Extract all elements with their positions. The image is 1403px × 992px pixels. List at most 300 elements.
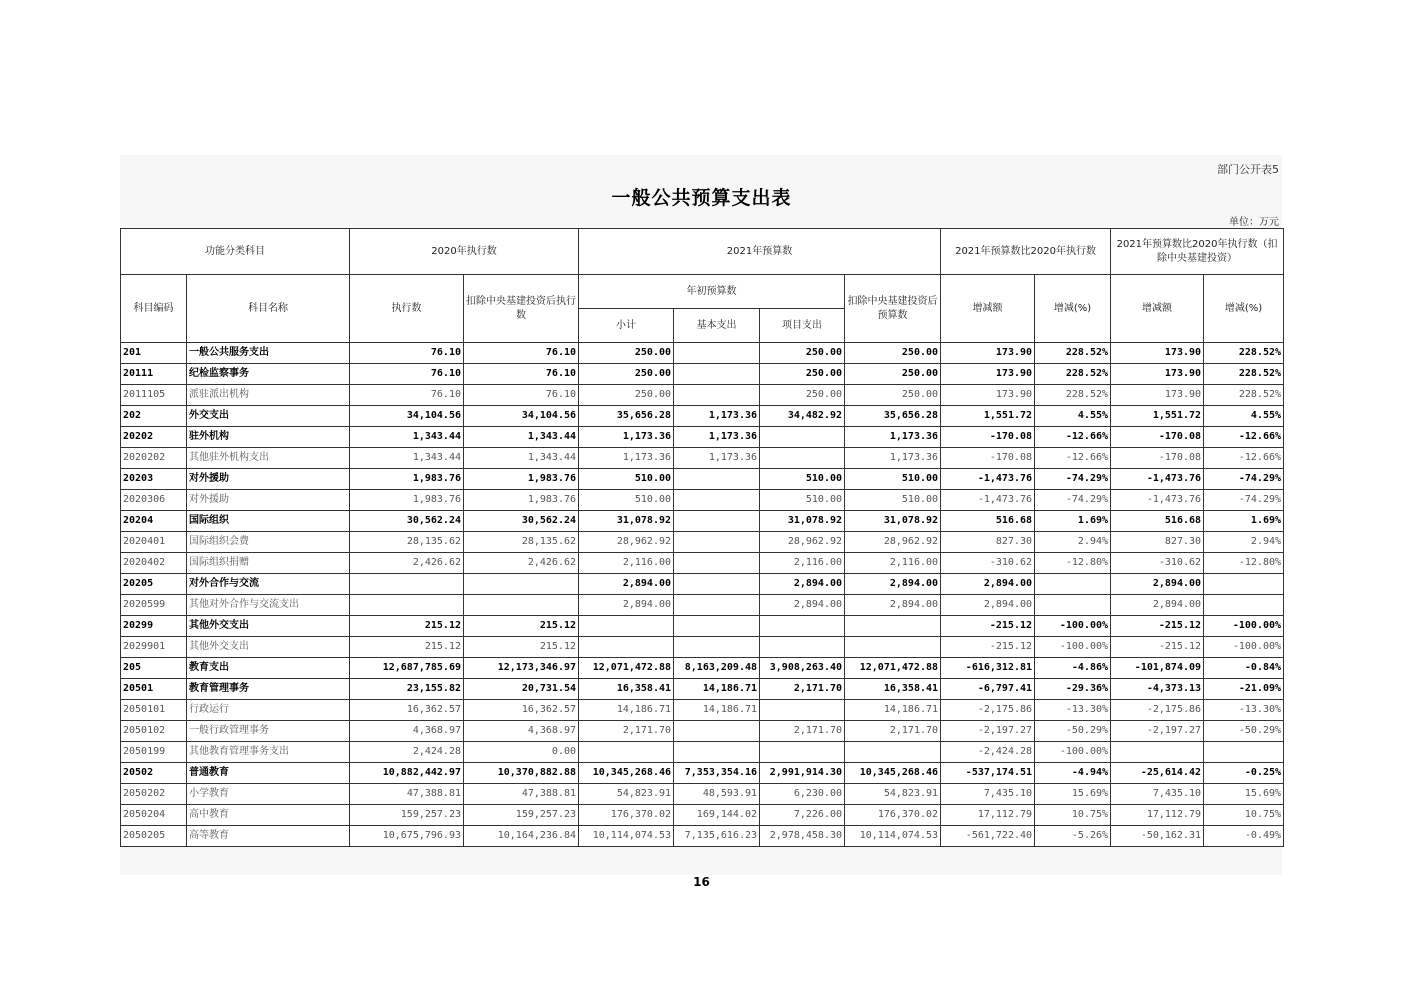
cell-delta-2: -1,473.76 [1111, 469, 1204, 490]
cell-delta-2: -215.12 [1111, 616, 1204, 637]
cell-code: 2011105 [121, 385, 187, 406]
cell-basic [674, 385, 760, 406]
cell-project: 2,978,458.30 [760, 826, 845, 847]
cell-name: 其他对外合作与交流支出 [187, 595, 350, 616]
cell-exec: 1,343.44 [350, 427, 464, 448]
cell-code: 2050204 [121, 805, 187, 826]
cell-exec [350, 595, 464, 616]
cell-exec: 23,155.82 [350, 679, 464, 700]
cell-exec: 10,882,442.97 [350, 763, 464, 784]
cell-budget-excl: 250.00 [845, 364, 941, 385]
table-row [121, 826, 1284, 847]
cell-delta-2: 173.90 [1111, 385, 1204, 406]
cell-subtotal: 10,114,074.53 [579, 826, 674, 847]
cell-name: 高等教育 [187, 826, 350, 847]
table-row [121, 784, 1284, 805]
cell-delta-2: 7,435.10 [1111, 784, 1204, 805]
cell-name: 其他教育管理事务支出 [187, 742, 350, 763]
header-cmp-excl: 2021年预算数比2020年执行数（扣除中央基建投资） [1111, 229, 1284, 275]
cell-pct-2 [1204, 574, 1284, 595]
cell-budget-excl: 54,823.91 [845, 784, 941, 805]
cell-name: 普通教育 [187, 763, 350, 784]
cell-pct-1: -12.66% [1035, 427, 1111, 448]
cell-pct-2: 228.52% [1204, 385, 1284, 406]
cell-basic: 14,186.71 [674, 679, 760, 700]
cell-budget-excl: 510.00 [845, 490, 941, 511]
cell-pct-2: 228.52% [1204, 343, 1284, 364]
cell-budget-excl: 2,116.00 [845, 553, 941, 574]
table-row [121, 469, 1284, 490]
header-exec-2020: 2020年执行数 [350, 229, 579, 275]
cell-exec-excl: 159,257.23 [464, 805, 579, 826]
cell-name: 一般公共服务支出 [187, 343, 350, 364]
cell-exec: 1,983.76 [350, 469, 464, 490]
table-row [121, 427, 1284, 448]
cell-name: 驻外机构 [187, 427, 350, 448]
table-row [121, 364, 1284, 385]
table-row [121, 385, 1284, 406]
cell-pct-1: 15.69% [1035, 784, 1111, 805]
cell-subtotal [579, 616, 674, 637]
cell-pct-1: 10.75% [1035, 805, 1111, 826]
cell-project: 2,894.00 [760, 595, 845, 616]
cell-exec-excl: 76.10 [464, 364, 579, 385]
cell-budget-excl: 31,078.92 [845, 511, 941, 532]
cell-exec: 76.10 [350, 385, 464, 406]
cell-exec: 10,675,796.93 [350, 826, 464, 847]
header-subtotal: 小计 [579, 309, 674, 343]
cell-exec-excl: 2,426.62 [464, 553, 579, 574]
header-budget-excl: 扣除中央基建投资后预算数 [845, 275, 941, 343]
cell-delta-1: -561,722.40 [941, 826, 1035, 847]
cell-exec-excl: 30,562.24 [464, 511, 579, 532]
cell-pct-1: -4.86% [1035, 658, 1111, 679]
cell-pct-2 [1204, 742, 1284, 763]
cell-code: 2020401 [121, 532, 187, 553]
cell-name: 派驻派出机构 [187, 385, 350, 406]
header-cmp-2021-2020: 2021年预算数比2020年执行数 [941, 229, 1111, 275]
table-row [121, 343, 1284, 364]
table-row [121, 700, 1284, 721]
cell-basic [674, 616, 760, 637]
cell-subtotal: 250.00 [579, 364, 674, 385]
cell-name: 其他外交支出 [187, 616, 350, 637]
cell-exec: 28,135.62 [350, 532, 464, 553]
cell-project: 34,482.92 [760, 406, 845, 427]
cell-exec: 215.12 [350, 637, 464, 658]
cell-exec: 4,368.97 [350, 721, 464, 742]
cell-delta-1: -2,175.86 [941, 700, 1035, 721]
cell-exec-excl: 4,368.97 [464, 721, 579, 742]
cell-project: 3,908,263.40 [760, 658, 845, 679]
cell-exec: 30,562.24 [350, 511, 464, 532]
cell-project: 2,894.00 [760, 574, 845, 595]
cell-name: 外交支出 [187, 406, 350, 427]
cell-subtotal: 2,894.00 [579, 595, 674, 616]
cell-code: 2050102 [121, 721, 187, 742]
cell-name: 教育支出 [187, 658, 350, 679]
cell-exec [350, 574, 464, 595]
cell-project: 2,991,914.30 [760, 763, 845, 784]
cell-pct-1: 1.69% [1035, 511, 1111, 532]
cell-budget-excl: 510.00 [845, 469, 941, 490]
cell-code: 20204 [121, 511, 187, 532]
cell-exec-excl: 76.10 [464, 343, 579, 364]
cell-code: 2050101 [121, 700, 187, 721]
cell-basic: 48,593.91 [674, 784, 760, 805]
cell-delta-1: -1,473.76 [941, 490, 1035, 511]
cell-pct-2: -74.29% [1204, 469, 1284, 490]
cell-pct-1: -29.36% [1035, 679, 1111, 700]
table-row [121, 616, 1284, 637]
cell-exec: 159,257.23 [350, 805, 464, 826]
cell-project: 250.00 [760, 364, 845, 385]
cell-delta-1: -537,174.51 [941, 763, 1035, 784]
cell-basic [674, 343, 760, 364]
cell-pct-1: -13.30% [1035, 700, 1111, 721]
cell-basic: 8,163,209.48 [674, 658, 760, 679]
cell-exec: 1,343.44 [350, 448, 464, 469]
cell-delta-1: -215.12 [941, 616, 1035, 637]
cell-pct-1: 2.94% [1035, 532, 1111, 553]
cell-exec-excl: 0.00 [464, 742, 579, 763]
header-name: 科目名称 [187, 275, 350, 343]
cell-subtotal: 1,173.36 [579, 448, 674, 469]
table-body [121, 343, 1284, 847]
cell-name: 其他外交支出 [187, 637, 350, 658]
cell-exec-excl: 34,104.56 [464, 406, 579, 427]
cell-pct-2: -50.29% [1204, 721, 1284, 742]
cell-name: 行政运行 [187, 700, 350, 721]
cell-code: 2029901 [121, 637, 187, 658]
cell-delta-1: -616,312.81 [941, 658, 1035, 679]
cell-exec: 1,983.76 [350, 490, 464, 511]
cell-exec: 34,104.56 [350, 406, 464, 427]
cell-project: 250.00 [760, 343, 845, 364]
cell-basic [674, 742, 760, 763]
cell-exec: 2,426.62 [350, 553, 464, 574]
cell-exec: 12,687,785.69 [350, 658, 464, 679]
cell-project: 7,226.00 [760, 805, 845, 826]
cell-budget-excl: 28,962.92 [845, 532, 941, 553]
table-row [121, 553, 1284, 574]
table-row [121, 742, 1284, 763]
cell-delta-1: -170.08 [941, 427, 1035, 448]
cell-subtotal: 250.00 [579, 343, 674, 364]
table-row [121, 595, 1284, 616]
cell-delta-1: 173.90 [941, 364, 1035, 385]
cell-basic [674, 511, 760, 532]
cell-delta-1: 17,112.79 [941, 805, 1035, 826]
cell-delta-1: -1,473.76 [941, 469, 1035, 490]
cell-pct-1: -100.00% [1035, 616, 1111, 637]
cell-project: 250.00 [760, 385, 845, 406]
cell-delta-2: -310.62 [1111, 553, 1204, 574]
cell-pct-1: -100.00% [1035, 637, 1111, 658]
cell-delta-1: 7,435.10 [941, 784, 1035, 805]
cell-subtotal: 16,358.41 [579, 679, 674, 700]
cell-delta-2: 17,112.79 [1111, 805, 1204, 826]
cell-delta-2: 2,894.00 [1111, 595, 1204, 616]
cell-exec-excl: 28,135.62 [464, 532, 579, 553]
cell-basic [674, 364, 760, 385]
cell-delta-2: -170.08 [1111, 427, 1204, 448]
cell-name: 国际组织 [187, 511, 350, 532]
cell-delta-2: 2,894.00 [1111, 574, 1204, 595]
cell-pct-2: -13.30% [1204, 700, 1284, 721]
cell-delta-1: -170.08 [941, 448, 1035, 469]
header-exec: 执行数 [350, 275, 464, 343]
cell-pct-1: -100.00% [1035, 742, 1111, 763]
table-row [121, 679, 1284, 700]
cell-name: 对外援助 [187, 490, 350, 511]
cell-code: 205 [121, 658, 187, 679]
cell-pct-1: -74.29% [1035, 469, 1111, 490]
cell-code: 20203 [121, 469, 187, 490]
cell-subtotal: 1,173.36 [579, 427, 674, 448]
header-pct-2: 增减(%) [1204, 275, 1284, 343]
cell-code: 20205 [121, 574, 187, 595]
cell-delta-2 [1111, 742, 1204, 763]
table-row [121, 406, 1284, 427]
cell-project: 2,116.00 [760, 553, 845, 574]
cell-delta-1: 2,894.00 [941, 574, 1035, 595]
cell-budget-excl: 1,173.36 [845, 448, 941, 469]
cell-subtotal [579, 637, 674, 658]
cell-code: 20501 [121, 679, 187, 700]
cell-pct-1: 228.52% [1035, 343, 1111, 364]
header-func-class: 功能分类科目 [121, 229, 350, 275]
cell-pct-2: -0.49% [1204, 826, 1284, 847]
cell-basic [674, 721, 760, 742]
cell-budget-excl: 2,171.70 [845, 721, 941, 742]
cell-name: 高中教育 [187, 805, 350, 826]
cell-delta-2: -215.12 [1111, 637, 1204, 658]
table-row [121, 490, 1284, 511]
cell-basic [674, 553, 760, 574]
cell-pct-2: 10.75% [1204, 805, 1284, 826]
cell-budget-excl: 250.00 [845, 385, 941, 406]
cell-pct-2: -0.84% [1204, 658, 1284, 679]
cell-basic: 7,135,616.23 [674, 826, 760, 847]
header-pct-1: 增减(%) [1035, 275, 1111, 343]
cell-exec-excl: 1,343.44 [464, 427, 579, 448]
form-code: 部门公开表5 [1217, 163, 1279, 176]
cell-budget-excl: 1,173.36 [845, 427, 941, 448]
cell-exec: 47,388.81 [350, 784, 464, 805]
cell-project [760, 700, 845, 721]
cell-project: 2,171.70 [760, 679, 845, 700]
cell-delta-1: -6,797.41 [941, 679, 1035, 700]
table-row [121, 658, 1284, 679]
cell-delta-1: -310.62 [941, 553, 1035, 574]
cell-pct-2: 1.69% [1204, 511, 1284, 532]
cell-basic [674, 469, 760, 490]
cell-exec: 16,362.57 [350, 700, 464, 721]
page-number: 16 [693, 875, 710, 889]
cell-code: 2020202 [121, 448, 187, 469]
cell-delta-1: 1,551.72 [941, 406, 1035, 427]
cell-name: 其他驻外机构支出 [187, 448, 350, 469]
cell-code: 20111 [121, 364, 187, 385]
table-row [121, 448, 1284, 469]
cell-pct-2: -12.66% [1204, 448, 1284, 469]
cell-project: 2,171.70 [760, 721, 845, 742]
cell-project [760, 427, 845, 448]
cell-delta-1: -2,197.27 [941, 721, 1035, 742]
cell-code: 2020306 [121, 490, 187, 511]
cell-basic: 1,173.36 [674, 448, 760, 469]
cell-delta-2: -25,614.42 [1111, 763, 1204, 784]
cell-project: 28,962.92 [760, 532, 845, 553]
cell-basic: 1,173.36 [674, 406, 760, 427]
cell-pct-2: 4.55% [1204, 406, 1284, 427]
header-exec-excl: 扣除中央基建投资后执行数 [464, 275, 579, 343]
cell-subtotal: 12,071,472.88 [579, 658, 674, 679]
cell-exec: 215.12 [350, 616, 464, 637]
cell-basic [674, 532, 760, 553]
cell-pct-2: -12.80% [1204, 553, 1284, 574]
cell-delta-1: -215.12 [941, 637, 1035, 658]
cell-subtotal: 510.00 [579, 490, 674, 511]
cell-basic [674, 490, 760, 511]
header-project: 项目支出 [760, 309, 845, 343]
cell-code: 202 [121, 406, 187, 427]
header-basic: 基本支出 [674, 309, 760, 343]
cell-code: 2050205 [121, 826, 187, 847]
cell-project [760, 616, 845, 637]
cell-pct-2: -0.25% [1204, 763, 1284, 784]
cell-name: 对外合作与交流 [187, 574, 350, 595]
cell-pct-1: -74.29% [1035, 490, 1111, 511]
cell-delta-2: -101,874.09 [1111, 658, 1204, 679]
cell-delta-2: -4,373.13 [1111, 679, 1204, 700]
cell-exec-excl: 1,343.44 [464, 448, 579, 469]
header-initial-budget: 年初预算数 [579, 275, 845, 309]
cell-delta-2: 827.30 [1111, 532, 1204, 553]
cell-subtotal: 31,078.92 [579, 511, 674, 532]
cell-delta-2: 173.90 [1111, 364, 1204, 385]
cell-pct-2: 15.69% [1204, 784, 1284, 805]
cell-subtotal [579, 742, 674, 763]
cell-exec-excl [464, 574, 579, 595]
cell-budget-excl: 176,370.02 [845, 805, 941, 826]
cell-delta-1: 2,894.00 [941, 595, 1035, 616]
cell-exec-excl: 20,731.54 [464, 679, 579, 700]
cell-delta-2: -170.08 [1111, 448, 1204, 469]
cell-budget-excl: 12,071,472.88 [845, 658, 941, 679]
cell-delta-2: 516.68 [1111, 511, 1204, 532]
cell-pct-1: 228.52% [1035, 364, 1111, 385]
table-row [121, 805, 1284, 826]
cell-pct-1: 4.55% [1035, 406, 1111, 427]
cell-delta-2: 173.90 [1111, 343, 1204, 364]
cell-basic [674, 574, 760, 595]
cell-subtotal: 2,116.00 [579, 553, 674, 574]
header-budget-2021: 2021年预算数 [579, 229, 941, 275]
cell-code: 2050202 [121, 784, 187, 805]
document-title: 一般公共预算支出表 [611, 187, 792, 209]
cell-code: 2020402 [121, 553, 187, 574]
cell-basic: 1,173.36 [674, 427, 760, 448]
cell-delta-1: 516.68 [941, 511, 1035, 532]
cell-exec: 76.10 [350, 364, 464, 385]
cell-exec: 2,424.28 [350, 742, 464, 763]
cell-pct-1 [1035, 574, 1111, 595]
cell-exec-excl: 215.12 [464, 637, 579, 658]
cell-project: 31,078.92 [760, 511, 845, 532]
cell-subtotal: 35,656.28 [579, 406, 674, 427]
cell-pct-2: 228.52% [1204, 364, 1284, 385]
cell-pct-2: -100.00% [1204, 616, 1284, 637]
cell-pct-2: -100.00% [1204, 637, 1284, 658]
cell-basic [674, 637, 760, 658]
cell-delta-1: 173.90 [941, 343, 1035, 364]
cell-delta-2: -50,162.31 [1111, 826, 1204, 847]
table-row [121, 763, 1284, 784]
cell-delta-1: -2,424.28 [941, 742, 1035, 763]
cell-subtotal: 510.00 [579, 469, 674, 490]
cell-subtotal: 14,186.71 [579, 700, 674, 721]
cell-delta-2: -2,175.86 [1111, 700, 1204, 721]
cell-project [760, 742, 845, 763]
cell-code: 20202 [121, 427, 187, 448]
cell-pct-1: 228.52% [1035, 385, 1111, 406]
cell-pct-2 [1204, 595, 1284, 616]
cell-subtotal: 2,171.70 [579, 721, 674, 742]
table-row [121, 532, 1284, 553]
cell-delta-2: 1,551.72 [1111, 406, 1204, 427]
cell-budget-excl: 2,894.00 [845, 595, 941, 616]
unit-label: 单位：万元 [1229, 217, 1279, 228]
cell-basic: 14,186.71 [674, 700, 760, 721]
cell-subtotal: 28,962.92 [579, 532, 674, 553]
cell-pct-1: -50.29% [1035, 721, 1111, 742]
cell-budget-excl [845, 742, 941, 763]
cell-exec-excl: 76.10 [464, 385, 579, 406]
cell-exec: 76.10 [350, 343, 464, 364]
cell-project [760, 448, 845, 469]
cell-project [760, 637, 845, 658]
cell-name: 教育管理事务 [187, 679, 350, 700]
cell-exec-excl: 1,983.76 [464, 469, 579, 490]
cell-budget-excl: 10,345,268.46 [845, 763, 941, 784]
table-row [121, 721, 1284, 742]
cell-project: 510.00 [760, 490, 845, 511]
cell-pct-2: -12.66% [1204, 427, 1284, 448]
cell-code: 20502 [121, 763, 187, 784]
cell-exec-excl: 16,362.57 [464, 700, 579, 721]
cell-code: 2050199 [121, 742, 187, 763]
cell-delta-1: 173.90 [941, 385, 1035, 406]
table-row [121, 511, 1284, 532]
table-row [121, 637, 1284, 658]
cell-budget-excl [845, 616, 941, 637]
cell-code: 20299 [121, 616, 187, 637]
cell-basic [674, 595, 760, 616]
cell-exec-excl: 215.12 [464, 616, 579, 637]
cell-name: 纪检监察事务 [187, 364, 350, 385]
cell-subtotal: 10,345,268.46 [579, 763, 674, 784]
cell-subtotal: 2,894.00 [579, 574, 674, 595]
cell-basic: 7,353,354.16 [674, 763, 760, 784]
cell-pct-2: 2.94% [1204, 532, 1284, 553]
cell-delta-2: -2,197.27 [1111, 721, 1204, 742]
cell-delta-1: 827.30 [941, 532, 1035, 553]
budget-expenditure-table [120, 228, 1284, 847]
cell-pct-1: -12.66% [1035, 448, 1111, 469]
cell-budget-excl: 14,186.71 [845, 700, 941, 721]
